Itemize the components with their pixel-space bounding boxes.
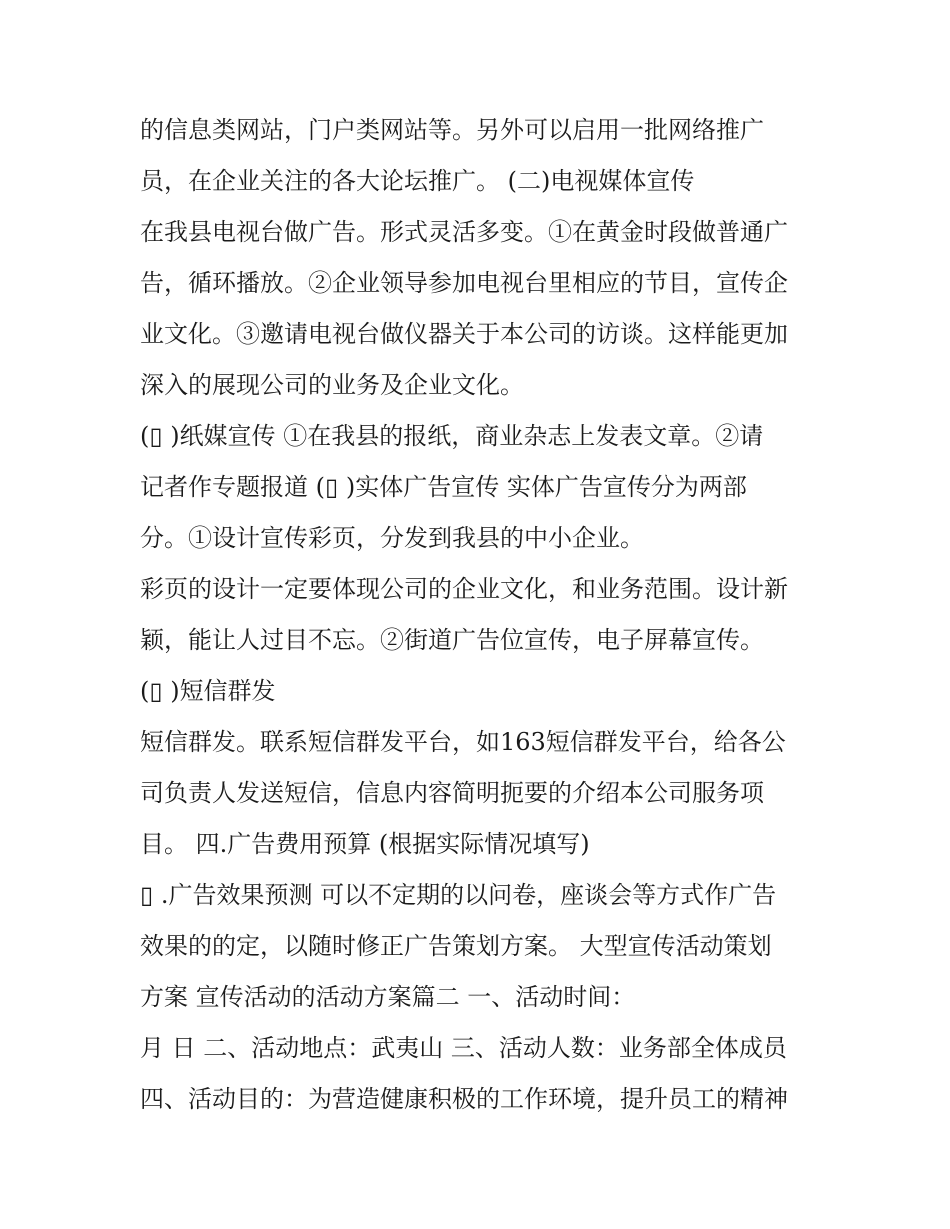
text-line: 目。 四.广告费用预算 (根据实际情况填写) [140, 830, 590, 858]
text-line: 短信群发。联系短信群发平台，如163短信群发平台，给各公 [140, 728, 786, 756]
text-line: (▯ )纸媒宣传 ①在我县的报纸，商业杂志上发表文章。②请 [140, 422, 764, 450]
text-line: 员，在企业关注的各大论坛推广。 (二)电视媒体宣传 [140, 167, 695, 195]
text-line: (▯ )短信群发 [140, 677, 276, 705]
text-line: 效果的的定，以随时修正广告策划方案。 大型宣传活动策划 [140, 932, 772, 960]
text-line: 深入的展现公司的业务及企业文化。 [140, 371, 524, 399]
document-body [140, 105, 820, 1125]
text-line: 业文化。③邀请电视台做仪器关于本公司的访谈。这样能更加 [140, 320, 788, 348]
text-line: 四、活动目的：为营造健康积极的工作环境，提升员工的精神 [140, 1085, 788, 1113]
text-line: 在我县电视台做广告。形式灵活多变。①在黄金时段做普通广 [140, 218, 788, 246]
text-line: 月 日 二、活动地点：武夷山 三、活动人数：业务部全体成员 [140, 1034, 787, 1062]
text-line: 告，循环播放。②企业领导参加电视台里相应的节目，宣传企 [140, 269, 788, 297]
text-line: 记者作专题报道 (▯ )实体广告宣传 实体广告宣传分为两部 [140, 473, 747, 501]
text-line: ▯ .广告效果预测 可以不定期的以问卷，座谈会等方式作广告 [140, 881, 777, 909]
text-line: 分。①设计宣传彩页，分发到我县的中小企业。 [140, 524, 644, 552]
text-line: 方案 宣传活动的活动方案篇二 一、活动时间： [140, 983, 636, 1011]
text-line: 的信息类网站，门户类网站等。另外可以启用一批网络推广 [140, 116, 764, 144]
text-line: 颖，能让人过目不忘。②街道广告位宣传，电子屏幕宣传。 [140, 626, 764, 654]
text-line: 彩页的设计一定要体现公司的企业文化，和业务范围。设计新 [140, 575, 788, 603]
text-line: 司负责人发送短信，信息内容简明扼要的介绍本公司服务项 [140, 779, 764, 807]
